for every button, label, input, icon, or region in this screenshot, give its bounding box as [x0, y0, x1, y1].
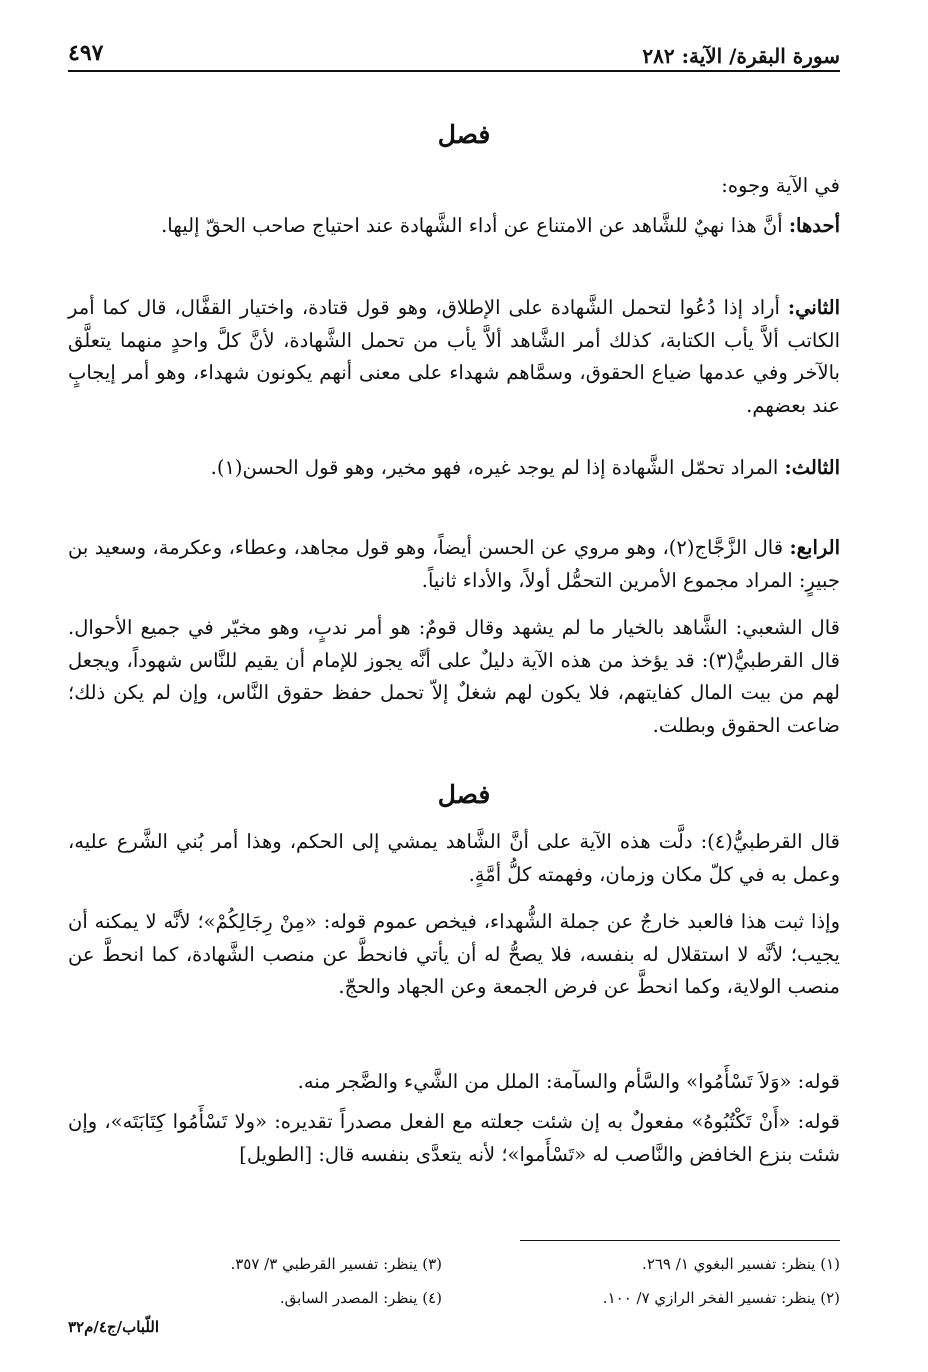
header-rule: [68, 70, 840, 72]
section-heading: فصل: [437, 780, 491, 809]
paragraph-text: المراد تحمّل الشَّهادة إذا لم يوجد غيره، فهو مخير، وهو قول الحسن(١).: [210, 456, 785, 479]
point-second: [68, 292, 840, 422]
paragraph-text: وإذا ثبت هذا فالعبد خارجٌ عن جملة الشُّهداء، فيخص عموم قوله: «مِنْ رِجَالِكُمْ»؛ لأنَّه لا يمكنه أن يجيب؛ لأنَّه لا استقلال له بنفسه، فلا يصحُّ له أن يأتي فانحطَّ عن منصب الشَّهادة، كما انحطَّ عن منصب الولاية، وكما انحطَّ عن فرض الجمعة وعن الجهاد والحجّ.: [68, 910, 840, 998]
taktubuh-paragraph: [68, 1106, 840, 1171]
paragraph-lead: الرابع:: [789, 536, 841, 559]
paragraph-text: قال القرطبيُّ(٤): دلَّت هذه الآية على أنَّ الشَّاهد يمشي إلى الحكم، وهذا أمر بُني الشَّرع عليه، وعمل به في كلّ مكان وزمان، وفهمته كلُّ أمَّةٍ.: [68, 830, 840, 886]
running-header: [68, 38, 840, 78]
paragraph-text: قوله: «وَلاَ تَسْأَمُوا» والسَّأم والسآمة: الملل من الشَّيء والضَّجر منه.: [297, 1070, 840, 1093]
footnote-rule: [520, 1240, 840, 1241]
section-heading: فصل: [437, 120, 491, 149]
point-third: [68, 452, 840, 485]
footnote-3: (٣) ينظر: تفسير القرطبي ٣/ ٣٥٧.: [230, 1255, 442, 1273]
paragraph-text: قال الشعبي: الشَّاهد بالخيار ما لم يشهد وقال قومٌ: هو أمر ندبٍ، وهو مخيّر في جميع الأحوال. قال القرطبيُّ(٣): قد يؤخذ من هذه الآية دليلٌ على أنَّه يجوز للإمام أن يقيم للنَّاس شهوداً، ويجعل لهم من بيت المال كفايتهم، فلا يكون لهم شغلٌ إلاّ تحمل حفظ حقوق النَّاس، وإن لم يكن ذلك؛ ضاعت الحقوق وبطلت.: [68, 616, 840, 737]
volume-signature: اللّباب/ج٤/م٣٢: [68, 1318, 160, 1336]
paragraph-text: أنَّ هذا نهيٌ للشَّاهد عن الامتناع عن أداء الشَّهادة عند احتياج صاحب الحقّ إليها.: [161, 214, 789, 237]
paragraph-text: قوله: «أَنْ تَكْتُبُوهُ» مفعولٌ به إن شئت جعلته مع الفعل مصدراً تقديره: «ولا تَسْأَمُوا كِتَابَتَه»، وإن شئت بنزع الخافض والنَّاصب له «تَسْأَموا»؛ لأنه يتعدَّى بنفسه قال: [الطويل]: [68, 1110, 840, 1166]
page-number: ٤٩٧: [68, 40, 104, 66]
footnote-2: (٢) ينظر: تفسير الفخر الرازي ٧/ ١٠٠.: [602, 1289, 840, 1307]
intro-paragraph: [68, 170, 840, 203]
point-fourth: [68, 532, 840, 597]
paragraph-lead: الثاني:: [787, 296, 840, 319]
paragraph-text: قال الزَّجَّاج(٢)، وهو مروي عن الحسن أيضاً، وهو قول مجاهد، وعطاء، وعكرمة، وسعيد بن جبيرٍ: المراد مجموع الأمرين التحمُّل أولاً، والأداء ثانياً.: [68, 536, 840, 592]
slave-paragraph: [68, 906, 840, 1004]
running-title: سورة البقرة/ الآية: ٢٨٢: [642, 44, 840, 68]
paragraph-lead: أحدها:: [788, 214, 840, 237]
footnote-4: (٤) ينظر: المصدر السابق.: [279, 1289, 442, 1307]
saam-paragraph: [68, 1066, 840, 1099]
paragraph-text: في الآية وجوه:: [721, 174, 840, 197]
qurtubi-paragraph: [68, 826, 840, 891]
footnote-1: (١) ينظر: تفسير البغوي ١/ ٢٦٩.: [642, 1255, 840, 1273]
point-first: [68, 210, 840, 243]
shabi-paragraph: [68, 612, 840, 742]
paragraph-lead: الثالث:: [784, 456, 840, 479]
paragraph-text: أراد إذا دُعُوا لتحمل الشَّهادة على الإطلاق، وهو قول قتادة، واختيار القفَّال، قال كما أمر الكاتب ألاَّ يأب الكتابة، كذلك أمر الشَّاهد ألاَّ يأب من تحمل الشَّهادة، لأنَّ كلَّ واحدٍ منهما يتعلَّق بالآخر وفي عدمها ضياع الحقوق، وسمَّاهم شهداء على معنى أنهم يكونون شهداء، وهو أمر إيجابٍ عند بعضهم.: [68, 296, 840, 417]
